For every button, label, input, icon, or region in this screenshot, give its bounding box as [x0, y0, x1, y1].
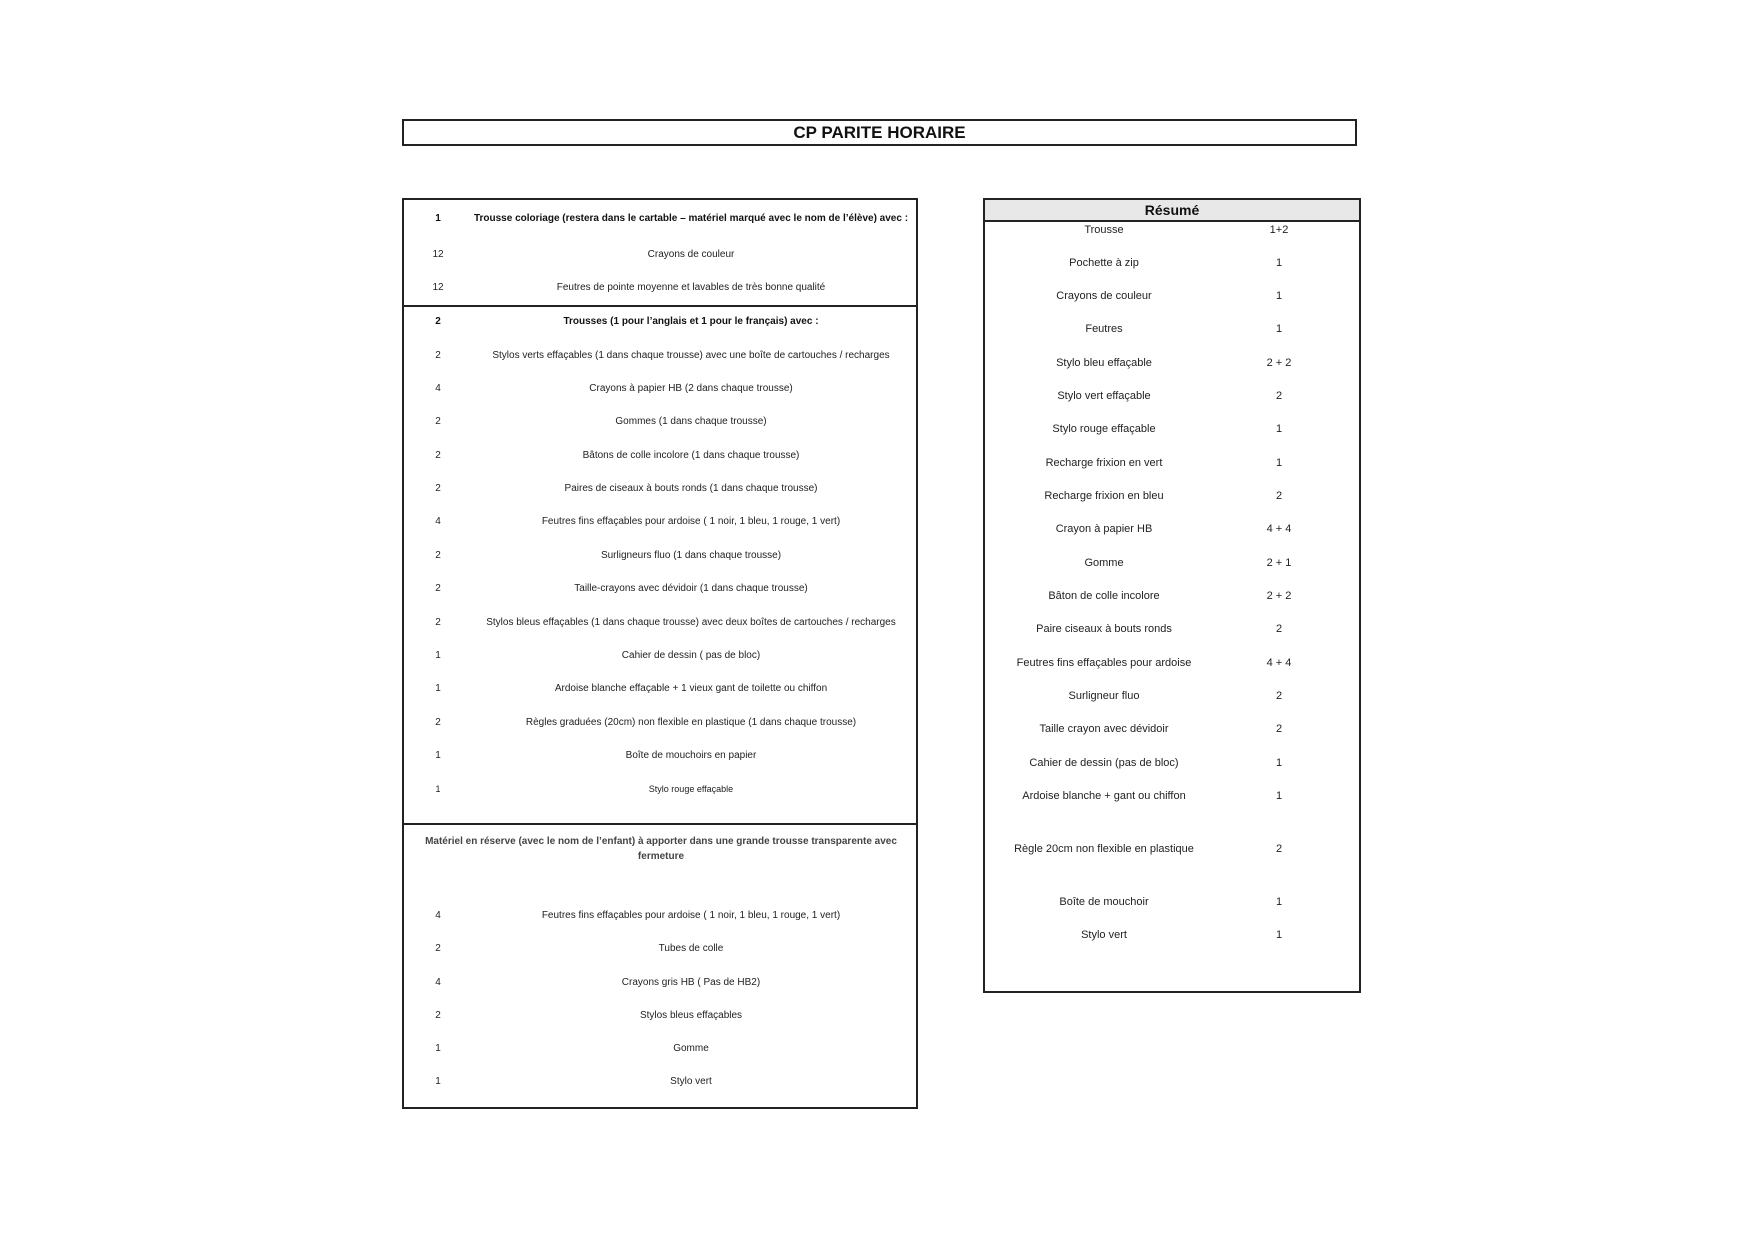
- page-title: CP PARITE HORAIRE: [402, 119, 1357, 146]
- item-quantity: 1: [435, 1042, 441, 1054]
- summary-item-value: 1: [1275, 929, 1283, 941]
- summary-item-name: Cahier de dessin (pas de bloc): [1029, 757, 1179, 769]
- item-quantity: 2: [435, 349, 441, 361]
- item-label: Paires de ciseaux à bouts ronds (1 dans chaque trousse): [564, 482, 818, 494]
- summary-row: [985, 386, 1359, 406]
- item-quantity: 2: [435, 449, 441, 461]
- list-item: [404, 938, 916, 958]
- summary-item-value: 1: [1275, 757, 1283, 769]
- list-item: [404, 578, 916, 598]
- item-quantity: 2: [435, 716, 441, 728]
- item-quantity: 1: [435, 682, 441, 694]
- item-label: Crayons gris HB ( Pas de HB2): [621, 976, 761, 988]
- item-quantity: 2: [435, 1009, 441, 1021]
- summary-row: [985, 653, 1359, 673]
- summary-item-value: 1: [1275, 323, 1283, 335]
- item-label: Trousse coloriage (restera dans le cartable – matériel marqué avec le nom de l’élève) avec :: [473, 212, 909, 224]
- summary-row: [985, 319, 1359, 339]
- item-quantity: 1: [435, 784, 441, 794]
- list-item: [404, 972, 916, 992]
- item-label: Crayons de couleur: [647, 248, 735, 260]
- summary-item-name: Feutres fins effaçables pour ardoise: [1016, 657, 1192, 669]
- item-quantity: 12: [432, 281, 444, 293]
- list-item: [404, 678, 916, 698]
- summary-item-name: Paire ciseaux à bouts ronds: [1036, 623, 1172, 635]
- item-label: Boîte de mouchoirs en papier: [625, 749, 757, 761]
- item-quantity: 12: [432, 248, 444, 260]
- summary-item-name: Taille crayon avec dévidoir: [1039, 723, 1169, 735]
- list-item: [404, 645, 916, 665]
- summary-row: [985, 719, 1359, 739]
- list-item: [404, 745, 916, 765]
- item-quantity: 2: [435, 942, 441, 954]
- summary-item-value: 2: [1275, 843, 1283, 855]
- summary-item-name: Ardoise blanche + gant ou chiffon: [1022, 790, 1186, 802]
- section-divider: [404, 823, 916, 825]
- list-item: [404, 208, 916, 228]
- summary-item-value: 2 + 2: [1266, 590, 1292, 602]
- summary-item-name: Recharge frixion en vert: [1045, 457, 1163, 469]
- summary-item-name: Bâton de colle incolore: [1048, 590, 1160, 602]
- summary-item-name: Crayons de couleur: [1056, 290, 1152, 302]
- item-label: Stylo vert: [670, 1075, 712, 1087]
- item-label: Stylos verts effaçables (1 dans chaque trousse) avec une boîte de cartouches / recharges: [492, 349, 890, 361]
- item-quantity: 2: [435, 482, 441, 494]
- summary-item-value: 2 + 1: [1266, 557, 1292, 569]
- summary-item-name: Surligneur fluo: [1068, 690, 1140, 702]
- summary-item-name: Trousse: [1084, 224, 1124, 236]
- list-item: [404, 277, 916, 297]
- summary-row: [985, 286, 1359, 306]
- summary-row: [985, 925, 1359, 945]
- item-label: Cahier de dessin ( pas de bloc): [621, 649, 761, 661]
- summary-item-name: Règle 20cm non flexible en plastique: [1014, 843, 1194, 855]
- list-item: [404, 311, 916, 331]
- list-item: [404, 779, 916, 799]
- summary-item-name: Feutres: [1085, 323, 1123, 335]
- item-label: Surligneurs fluo (1 dans chaque trousse): [600, 549, 782, 561]
- summary-row: [985, 753, 1359, 773]
- summary-item-name: Stylo vert: [1081, 929, 1127, 941]
- summary-item-value: 1+2: [1269, 224, 1289, 236]
- item-quantity: 1: [435, 749, 441, 761]
- summary-item-value: 2: [1275, 490, 1283, 502]
- summary-item-value: 2: [1275, 390, 1283, 402]
- item-label: Stylo rouge effaçable: [648, 784, 734, 794]
- list-item: [404, 1071, 916, 1091]
- list-item: [404, 1038, 916, 1058]
- list-item: [404, 445, 916, 465]
- item-quantity: 2: [435, 582, 441, 594]
- summary-item-value: 1: [1275, 896, 1283, 908]
- list-item: [404, 545, 916, 565]
- summary-item-name: Recharge frixion en bleu: [1044, 490, 1164, 502]
- item-quantity: 4: [435, 976, 441, 988]
- summary-row: [985, 553, 1359, 573]
- summary-item-value: 4 + 4: [1266, 657, 1292, 669]
- summary-row: [985, 353, 1359, 373]
- reserve-section-title: Matériel en réserve (avec le nom de l’enfant) à apporter dans une grande trousse transparente avec fermeture: [425, 836, 897, 862]
- item-label: Taille-crayons avec dévidoir (1 dans chaque trousse): [574, 582, 808, 594]
- summary-row: [985, 586, 1359, 606]
- item-label: Bâtons de colle incolore (1 dans chaque trousse): [582, 449, 800, 461]
- item-label: Feutres de pointe moyenne et lavables de très bonne qualité: [556, 281, 826, 293]
- item-quantity: 4: [435, 382, 441, 394]
- list-item: [404, 478, 916, 498]
- item-quantity: 2: [435, 315, 441, 327]
- summary-row: [985, 519, 1359, 539]
- list-item: [404, 244, 916, 264]
- summary-item-value: 1: [1275, 457, 1283, 469]
- item-quantity: 2: [435, 415, 441, 427]
- item-quantity: 1: [435, 212, 441, 224]
- item-quantity: 1: [435, 649, 441, 661]
- summary-item-name: Stylo bleu effaçable: [1056, 357, 1152, 369]
- item-label: Feutres fins effaçables pour ardoise ( 1 noir, 1 bleu, 1 rouge, 1 vert): [541, 909, 841, 921]
- summary-item-value: 2: [1275, 723, 1283, 735]
- summary-item-value: 1: [1275, 423, 1283, 435]
- summary-item-name: Gomme: [1084, 557, 1124, 569]
- item-label: Tubes de colle: [658, 942, 724, 954]
- summary-item-value: 2: [1275, 690, 1283, 702]
- item-label: Règles graduées (20cm) non flexible en plastique (1 dans chaque trousse): [525, 716, 857, 728]
- summary-row: [985, 619, 1359, 639]
- summary-row: [985, 220, 1359, 240]
- list-item: [404, 905, 916, 925]
- summary-item-value: 2 + 2: [1266, 357, 1292, 369]
- summary-item-value: 1: [1275, 290, 1283, 302]
- list-item: [404, 511, 916, 531]
- list-item: [404, 1005, 916, 1025]
- item-label: Gomme: [673, 1042, 709, 1054]
- summary-item-name: Stylo vert effaçable: [1057, 390, 1151, 402]
- item-label: Ardoise blanche effaçable + 1 vieux gant de toilette ou chiffon: [554, 682, 828, 694]
- list-item: [404, 712, 916, 732]
- summary-item-value: 4 + 4: [1266, 523, 1292, 535]
- item-label: Gommes (1 dans chaque trousse): [615, 415, 767, 427]
- summary-title: Résumé: [985, 200, 1359, 222]
- item-quantity: 4: [435, 909, 441, 921]
- supplies-list: [402, 198, 918, 1109]
- summary-item-name: Stylo rouge effaçable: [1052, 423, 1156, 435]
- summary-row: [985, 486, 1359, 506]
- list-item: [404, 345, 916, 365]
- item-quantity: 2: [435, 616, 441, 628]
- summary-row: [985, 453, 1359, 473]
- list-item: [404, 612, 916, 632]
- summary-item-name: Crayon à papier HB: [1055, 523, 1153, 535]
- summary-row: [985, 253, 1359, 273]
- item-quantity: 4: [435, 515, 441, 527]
- item-label: Crayons à papier HB (2 dans chaque trousse): [589, 382, 793, 394]
- summary-table: [983, 198, 1361, 993]
- summary-row: [985, 419, 1359, 439]
- summary-item-value: 1: [1275, 257, 1283, 269]
- item-label: Trousses (1 pour l’anglais et 1 pour le français) avec :: [563, 315, 819, 327]
- summary-row: [985, 786, 1359, 806]
- summary-row: [985, 892, 1359, 912]
- item-quantity: 1: [435, 1075, 441, 1087]
- summary-item-value: 1: [1275, 790, 1283, 802]
- item-label: Stylos bleus effaçables: [639, 1009, 743, 1021]
- summary-item-name: Boîte de mouchoir: [1059, 896, 1149, 908]
- item-quantity: 2: [435, 549, 441, 561]
- item-label: Stylos bleus effaçables (1 dans chaque trousse) avec deux boîtes de cartouches / recharges: [486, 616, 896, 628]
- summary-item-name: Pochette à zip: [1069, 257, 1139, 269]
- summary-item-value: 2: [1275, 623, 1283, 635]
- list-item: [404, 411, 916, 431]
- item-label: Feutres fins effaçables pour ardoise ( 1 noir, 1 bleu, 1 rouge, 1 vert): [541, 515, 841, 527]
- summary-row: [985, 686, 1359, 706]
- summary-row: [985, 839, 1359, 859]
- section-divider: [404, 305, 916, 307]
- list-item: [404, 378, 916, 398]
